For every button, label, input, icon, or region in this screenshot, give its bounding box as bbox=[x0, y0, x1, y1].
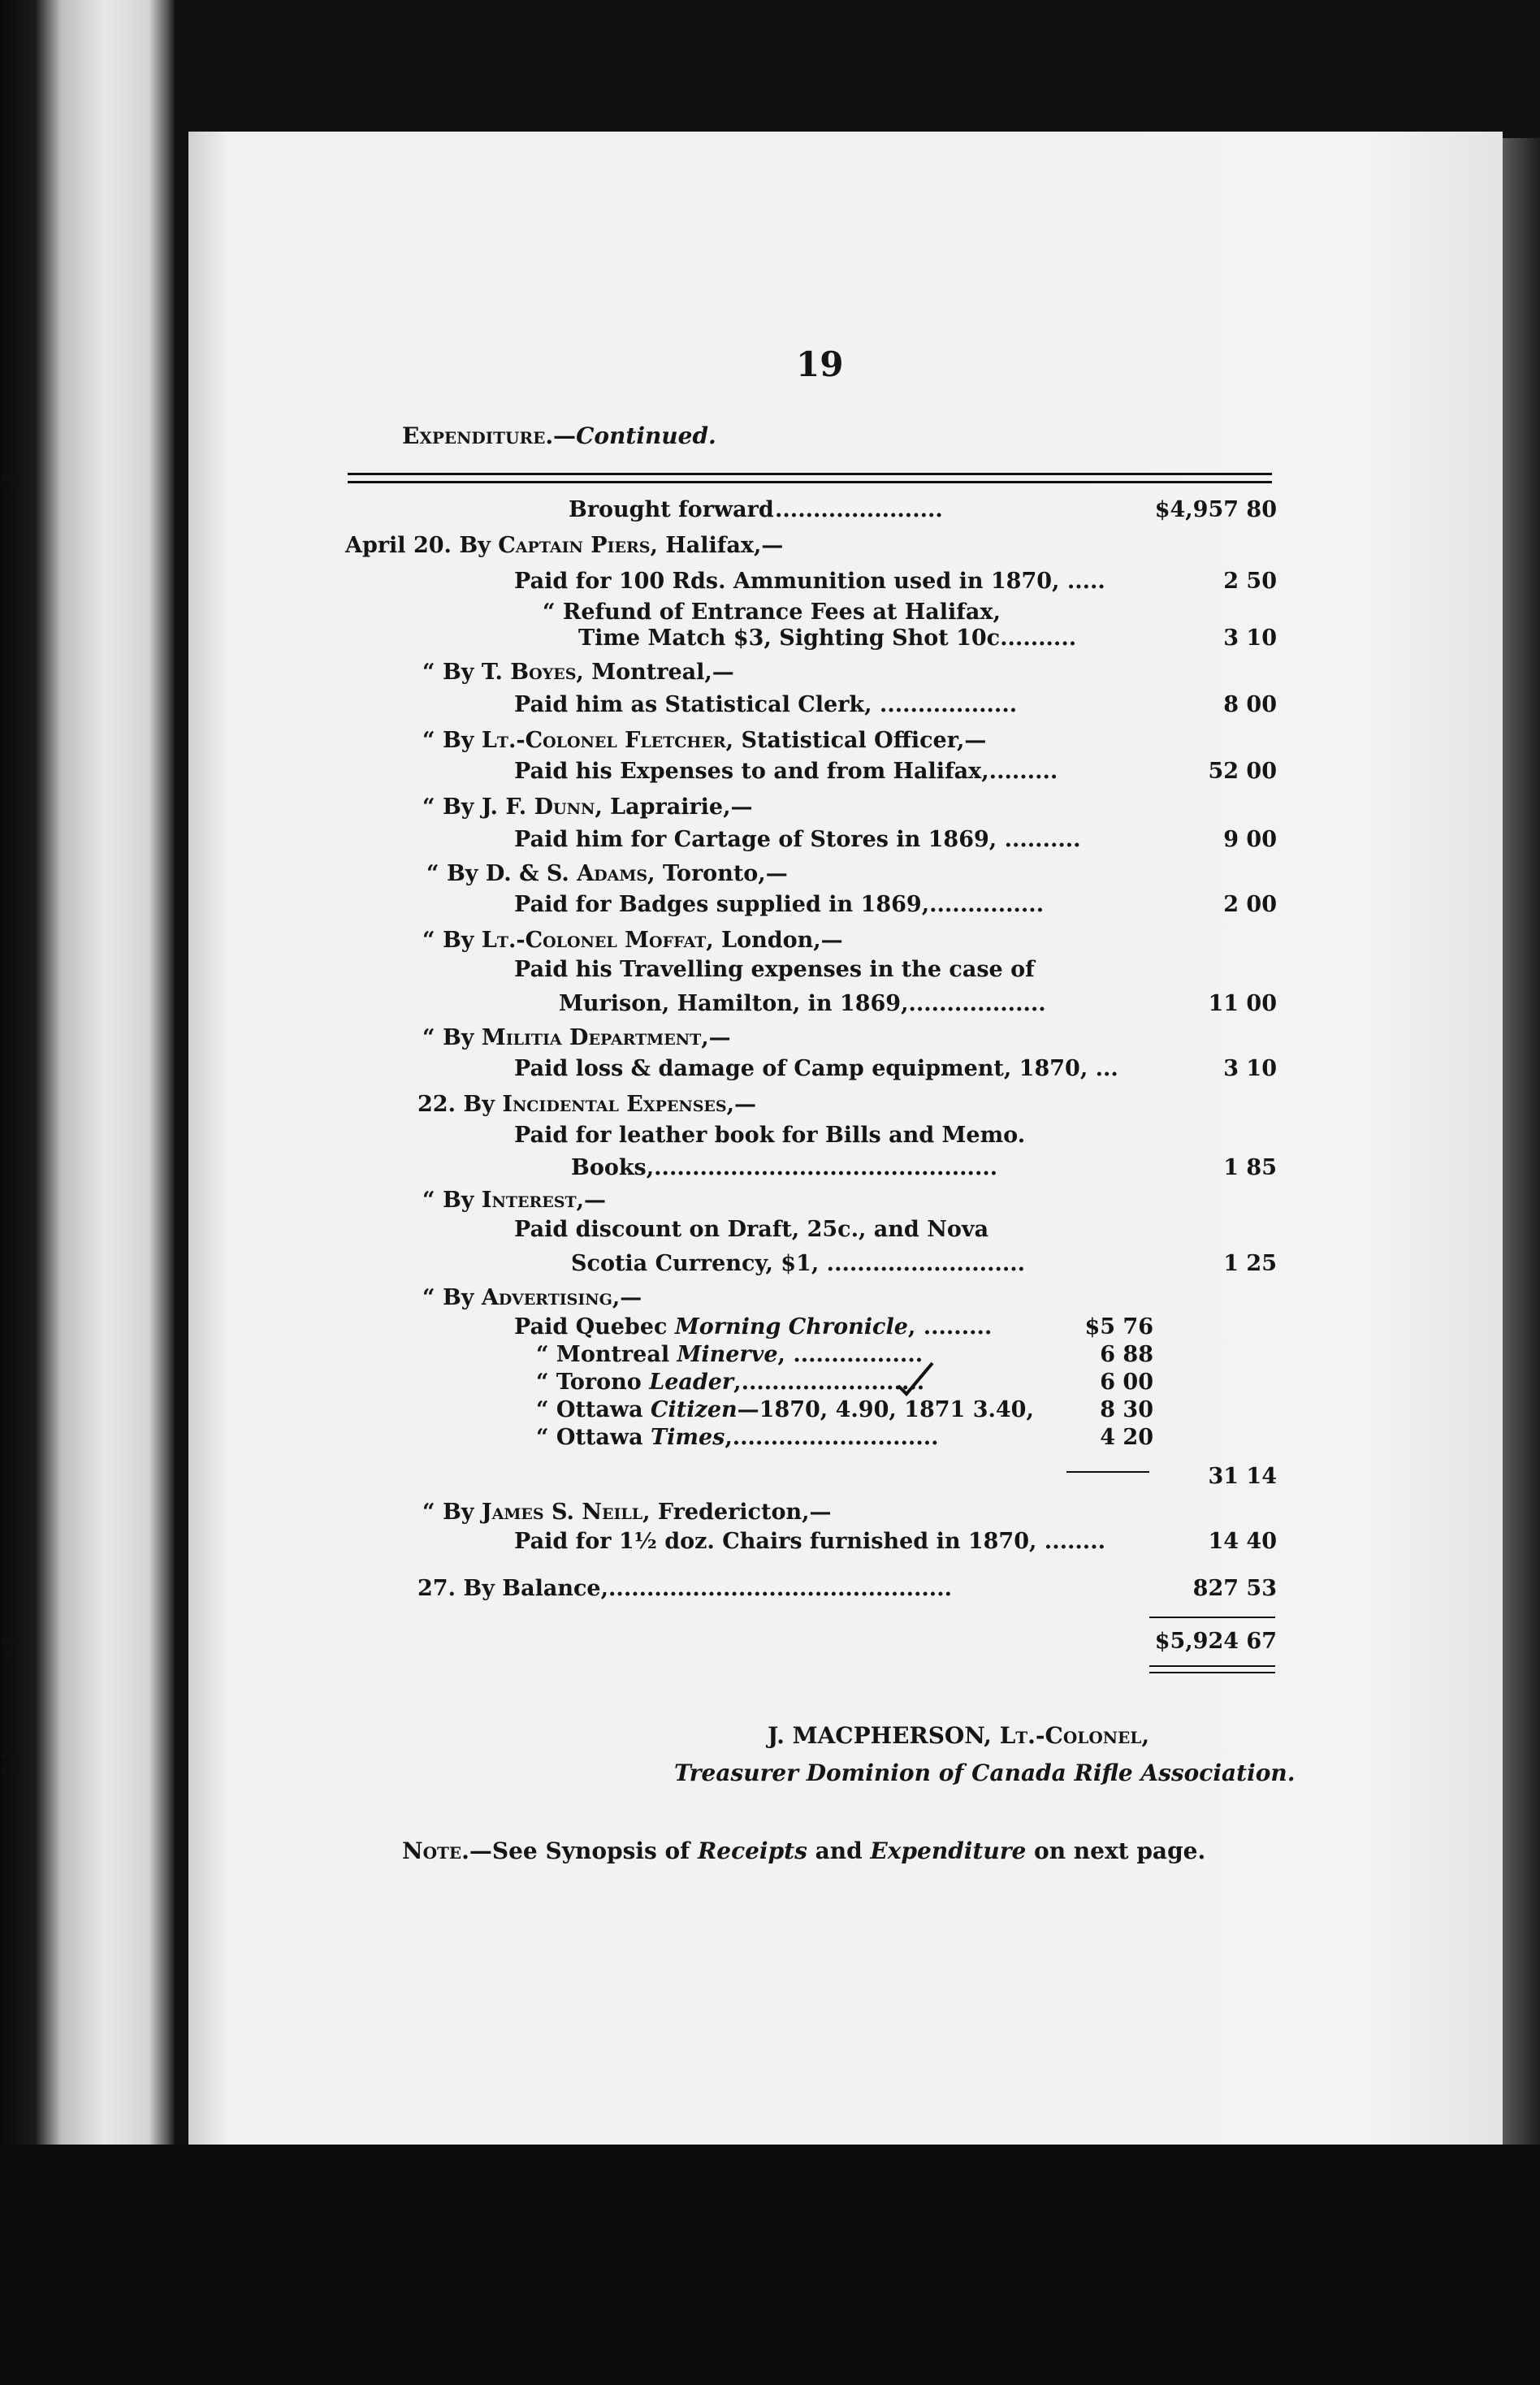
entry-by: By bbox=[446, 861, 478, 886]
entry-name: Militia Department bbox=[481, 1025, 702, 1050]
entry-header bbox=[422, 1285, 642, 1310]
entry-place: ,— bbox=[576, 1188, 607, 1213]
total-rule bbox=[1149, 1617, 1275, 1618]
ditto-mark: “ bbox=[422, 1188, 435, 1213]
advertising-amount: 6 00 bbox=[1100, 1370, 1153, 1395]
advertising-line: “ Montreal Minerve, ................. bbox=[536, 1342, 924, 1367]
entry-date: 22. bbox=[417, 1092, 456, 1117]
balance-text: By Balance,............................................. bbox=[463, 1576, 953, 1601]
entry-by: By bbox=[442, 794, 474, 820]
entry-date: 27. bbox=[417, 1576, 456, 1601]
advertising-amount: 8 30 bbox=[1100, 1397, 1153, 1422]
entry-amount: 3 10 bbox=[1223, 1056, 1277, 1081]
balance-amount: 827 53 bbox=[1192, 1576, 1277, 1601]
heading-rule bbox=[348, 481, 1272, 483]
entry-amount: 52 00 bbox=[1208, 759, 1277, 784]
entry-by: By bbox=[459, 533, 491, 558]
newspaper-name: Citizen bbox=[651, 1397, 738, 1422]
signature-name: J. MACPHERSON, Lt.-Colonel, bbox=[768, 1722, 1150, 1749]
entry-amount: 1 25 bbox=[1223, 1251, 1277, 1276]
entry-header bbox=[422, 728, 986, 753]
entry-line: Paid him for Cartage of Stores in 1869, .......... bbox=[514, 827, 1081, 852]
ditto-mark: “ bbox=[422, 928, 435, 953]
scan-background bbox=[0, 2145, 1540, 2385]
entry-by: By bbox=[442, 1025, 474, 1050]
entry-name: J. F. Dunn bbox=[481, 794, 595, 820]
ditto-mark: “ bbox=[422, 1025, 435, 1050]
entry-line: Paid his Expenses to and from Halifax,......... bbox=[514, 759, 1058, 784]
entry-amount: 14 40 bbox=[1208, 1529, 1277, 1554]
check-mark-icon bbox=[895, 1358, 936, 1399]
advertising-amount: 4 20 bbox=[1100, 1425, 1153, 1450]
entry-line: Paid for leather book for Bills and Memo. bbox=[514, 1123, 1026, 1148]
entry-place: , Statistical Officer,— bbox=[725, 728, 987, 753]
advertising-line: “ Ottawa Citizen—1870, 4.90, 1871 3.40, bbox=[536, 1397, 1034, 1422]
section-heading bbox=[402, 422, 716, 449]
entry-by: By bbox=[442, 660, 474, 685]
adjacent-page-edge bbox=[0, 0, 175, 2385]
advertising-line: “ Ottawa Times,........................... bbox=[536, 1425, 939, 1450]
entry-place: , Toronto,— bbox=[647, 861, 788, 886]
newspaper-name: Times bbox=[651, 1425, 725, 1450]
entry-header bbox=[417, 1092, 756, 1117]
entry-line: Scotia Currency, $1, .......................... bbox=[571, 1251, 1026, 1276]
entry-name: Captain Piers bbox=[498, 533, 651, 558]
entry-place: ,— bbox=[726, 1092, 757, 1117]
double-rule bbox=[1149, 1672, 1275, 1673]
entry-header bbox=[422, 660, 734, 685]
advertising-amount: 6 88 bbox=[1100, 1342, 1153, 1367]
entry-by: By bbox=[463, 1092, 495, 1117]
entry-name: James S. Neill bbox=[481, 1500, 643, 1525]
ditto-mark: “ bbox=[426, 861, 439, 886]
footnote: Note.—See Synopsis of Receipts and Expenditure on next page. bbox=[402, 1837, 1206, 1864]
newspaper-name: Morning Chronicle bbox=[674, 1314, 908, 1340]
subtotal-rule bbox=[1066, 1471, 1149, 1473]
advertising-line: “ Torono Leader,........................ bbox=[536, 1370, 925, 1395]
entry-date: April 20. bbox=[345, 533, 452, 558]
entry-name: Lt.-Colonel Moffat bbox=[481, 928, 707, 953]
entry-line: Paid him as Statistical Clerk, .................. bbox=[514, 692, 1018, 717]
entry-line: Murison, Hamilton, in 1869,.................. bbox=[559, 991, 1046, 1016]
entry-by: By bbox=[442, 1285, 474, 1310]
entry-place: , Laprairie,— bbox=[595, 794, 753, 820]
margin-mark: 7 bbox=[0, 471, 19, 504]
heading-label: Expenditure.— bbox=[402, 422, 577, 449]
entry-header bbox=[422, 928, 843, 953]
entry-line: Paid for Badges supplied in 1869,............... bbox=[514, 892, 1045, 917]
entry-place: ,— bbox=[612, 1285, 642, 1310]
entry-line: Paid discount on Draft, 25c., and Nova bbox=[514, 1217, 989, 1242]
newspaper-name: Minerve bbox=[677, 1342, 778, 1367]
entry-line: Books,............................................. bbox=[571, 1155, 998, 1180]
signature-rank: Lt.-Colonel, bbox=[999, 1722, 1150, 1749]
entry-header bbox=[422, 1500, 832, 1525]
heading-rule bbox=[348, 473, 1272, 475]
margin-mark: 3 bbox=[0, 1748, 19, 1781]
entry-name: Lt.-Colonel Fletcher bbox=[481, 728, 726, 753]
advertising-line: Paid Quebec Morning Chronicle, ......... bbox=[514, 1314, 993, 1340]
signature-title: Treasurer Dominion of Canada Rifle Association. bbox=[674, 1760, 1296, 1786]
ditto-mark: “ bbox=[422, 1500, 435, 1525]
entry-place: , London,— bbox=[706, 928, 843, 953]
entry-amount: 2 50 bbox=[1223, 569, 1277, 594]
entry-place: ,— bbox=[701, 1025, 731, 1050]
entry-amount: 1 85 bbox=[1223, 1155, 1277, 1180]
entry-header bbox=[426, 861, 788, 886]
ditto-mark: “ bbox=[422, 1285, 435, 1310]
entry-amount: 3 10 bbox=[1223, 625, 1277, 651]
ditto-mark: “ bbox=[422, 728, 435, 753]
entry-place: , Fredericton,— bbox=[642, 1500, 832, 1525]
entry-name: Incidental Expenses bbox=[502, 1092, 727, 1117]
entry-place: , Halifax,— bbox=[650, 533, 784, 558]
note-label: Note. bbox=[402, 1837, 469, 1864]
entry-by: By bbox=[442, 928, 474, 953]
heading-continued: Continued. bbox=[576, 422, 716, 449]
entry-by: By bbox=[442, 1500, 474, 1525]
ditto-mark: “ bbox=[422, 794, 435, 820]
newspaper-name: Leader bbox=[649, 1370, 734, 1395]
margin-mark: 7 bbox=[0, 1633, 19, 1665]
balance-line bbox=[417, 1576, 952, 1601]
entry-line: Paid for 1½ doz. Chairs furnished in 1870, ........ bbox=[514, 1529, 1105, 1554]
entry-line: Paid for 100 Rds. Ammunition used in 1870, ..... bbox=[514, 569, 1105, 594]
ditto-mark: “ bbox=[422, 660, 435, 685]
entry-header bbox=[345, 533, 783, 558]
entry-line: Paid loss & damage of Camp equipment, 1870, ... bbox=[514, 1056, 1118, 1081]
advertising-amount: $5 76 bbox=[1084, 1314, 1153, 1340]
entry-name: T. Boyes bbox=[481, 660, 577, 685]
entry-name: D. & S. Adams bbox=[485, 861, 648, 886]
entry-amount: 9 00 bbox=[1223, 827, 1277, 852]
brought-forward-label: Brought forward bbox=[569, 497, 774, 522]
entry-amount: 8 00 bbox=[1223, 692, 1277, 717]
leader-dots: ...................... bbox=[775, 497, 943, 522]
entry-place: , Montreal,— bbox=[576, 660, 734, 685]
page-number: 19 bbox=[796, 344, 844, 384]
entry-line: Paid his Travelling expenses in the case of bbox=[514, 957, 1035, 982]
page-edge-shadow bbox=[1503, 138, 1540, 2385]
entry-by: By bbox=[442, 1188, 474, 1213]
advertising-total: 31 14 bbox=[1208, 1464, 1277, 1489]
double-rule bbox=[1149, 1665, 1275, 1667]
entry-header bbox=[422, 1188, 606, 1213]
entry-name: Advertising bbox=[481, 1285, 612, 1310]
entry-amount: 11 00 bbox=[1208, 991, 1277, 1016]
brought-forward-amount: $4,957 80 bbox=[1154, 497, 1277, 522]
grand-total: $5,924 67 bbox=[1154, 1629, 1277, 1654]
entry-line: “ Refund of Entrance Fees at Halifax, bbox=[543, 599, 1001, 625]
entry-header bbox=[422, 1025, 731, 1050]
entry-name: Interest bbox=[481, 1188, 577, 1213]
entry-amount: 2 00 bbox=[1223, 892, 1277, 917]
entry-by: By bbox=[442, 728, 474, 753]
entry-line: Time Match $3, Sighting Shot 10c.......... bbox=[578, 625, 1077, 651]
entry-header bbox=[422, 794, 753, 820]
